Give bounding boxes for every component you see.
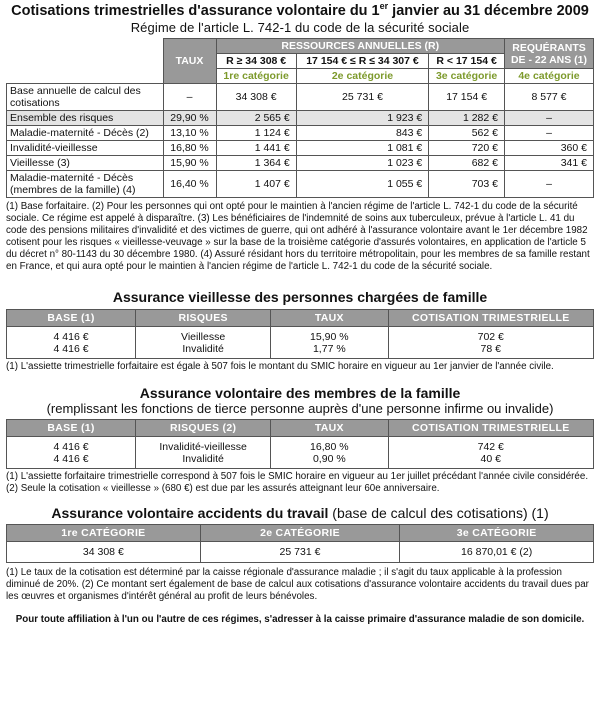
section-3-title: Assurance volontaire des membres de la famille (139, 385, 461, 401)
band-3: R < 17 154 € (429, 54, 505, 69)
section-2-title: Assurance vieillesse des personnes chargées de famille (112, 289, 488, 305)
band-1: R ≥ 34 308 € (216, 54, 296, 69)
section-3-subtitle: (remplissant les fonctions de tierce personne auprès d'une personne infirme ou invalide) (46, 401, 554, 416)
table-row: Maladie-maternité - Décès (membres de la famille) (4) 16,40 % 1 407 € 1 055 € 703 € – (7, 171, 594, 198)
footnote-2: (1) L'assiette trimestrielle forfaitaire est égale à 507 fois le montant du SMIC horaire en vigueur au 1er janvier de l'année civile. (6, 361, 554, 372)
ressources-header: RESSOURCES ANNUELLES (R) (216, 39, 505, 54)
document-page (6, 3, 594, 625)
category-1: 1re catégorie (216, 69, 296, 84)
band-2: 17 154 € ≤ R ≤ 34 307 € (296, 54, 429, 69)
table-row: Invalidité-vieillesse 16,80 % 1 441 € 1 081 € 720 € 360 € (7, 141, 594, 156)
category-2: 2e catégorie (296, 69, 429, 84)
page-subtitle: Régime de l'article L. 742-1 du code de la sécurité sociale (130, 20, 470, 35)
accidents-table: 1re CATÉGORIE 2e CATÉGORIE 3e CATÉGORIE 34 308 € 25 731 € 16 870,01 € (2) (6, 524, 594, 563)
footer-notice: Pour toute affiliation à l'un ou l'autre de ces régimes, s'adresser à la caisse primaire d'assurance maladie de son domicile. (15, 614, 585, 625)
table-row: 4 416 € Invalidité-vieillesse 16,80 % 742 € (7, 437, 594, 454)
page-title: Cotisations trimestrielles d'assurance volontaire du 1er janvier au 31 décembre 2009 (11, 1, 589, 19)
vieillesse-table: BASE (1) RISQUES TAUX COTISATION TRIMESTRIELLE 4 416 € Vieillesse 15,90 % 702 € 4 416 € Invalidité 1,77 % 78 € (6, 309, 594, 359)
footnote-4: (1) Le taux de la cotisation est déterminé par la caisse régionale d'assurance maladie ; il s'agit du taux applicable à la profession diminué de 20%. (2) Ce montant sert également de base de calcul aux cotisations d'assurance volontaire accidents du travail dues par les œuvres et organismes d'intérêt général au profit de leurs bénévoles. (6, 567, 589, 602)
table-row: 4 416 € Invalidité 0,90 % 40 € (7, 453, 594, 469)
cotisations-table (6, 38, 594, 198)
category-4: 4e catégorie (505, 69, 594, 84)
section-4-title: Assurance volontaire accidents du travail (base de calcul des cotisations) (1) (51, 505, 549, 521)
table-row: Ensemble des risques 29,90 % 2 565 € 1 923 € 1 282 € – (7, 111, 594, 126)
category-3: 3e catégorie (429, 69, 505, 84)
footnote-3: (1) L'assiette forfaitaire trimestrielle correspond à 507 fois le SMIC horaire en vigueur au 1er juillet précédant l'année civile considérée. (2) Seule la cotisation « vieillesse » (680 €) est due par les assurés atteignant leur 60e anniversaire. (6, 471, 589, 494)
taux-header: TAUX (163, 39, 216, 84)
table-row: 34 308 € 25 731 € 16 870,01 € (2) (7, 542, 594, 563)
table-row: Base annuelle de calcul des cotisations – 34 308 € 25 731 € 17 154 € 8 577 € (7, 84, 594, 111)
table-row: 4 416 € Invalidité 1,77 % 78 € (7, 343, 594, 359)
table-row: Vieillesse (3) 15,90 % 1 364 € 1 023 € 682 € 341 € (7, 156, 594, 171)
famille-table: BASE (1) RISQUES (2) TAUX COTISATION TRIMESTRIELLE 4 416 € Invalidité-vieillesse 16,80 % 742 € 4 416 € Invalidité 0,90 % 40 € (6, 419, 594, 469)
table-row: Maladie-maternité - Décès (2) 13,10 % 1 124 € 843 € 562 € – (7, 126, 594, 141)
requerants-header: REQUÉRANTS DE - 22 ANS (1) (505, 39, 594, 69)
table-row: 4 416 € Vieillesse 15,90 % 702 € (7, 327, 594, 344)
footnote-1: (1) Base forfaitaire. (2) Pour les personnes qui ont opté pour le maintien à l'ancien régime de l'article L. 742-1 du code de la sécurité sociale. Ce régime est appelé à disparaître. (3) Les bénéficiaires de l'indemnité de soins aux tuberculeux, prévue à l'article L. 41 du code des pensions militaires d'invalidité et des victimes de guerre, qui ont adhéré à l'assurance volontaire avant le 1er décembre 1982 cotisent pour les risques « vieillesse-veuvage » sur la base de la troisième catégorie d'assurés volontaires, en application de l'article 5 du décret n° 80-1143 du 30 décembre 1980. (4) Assuré résidant hors du territoire métropolitain, pour les membres de sa famille restant en France, et qui aura opté pour le maintien à l'ancien régime de l'article L. 742-1 du code de la sécurité sociale. (6, 201, 590, 272)
